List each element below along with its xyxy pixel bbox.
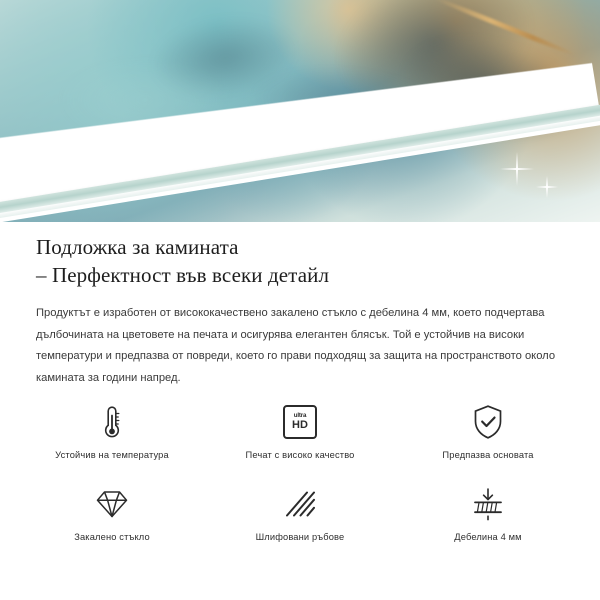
headline-line-2: – Перфектност във всеки детайл — [36, 262, 330, 287]
feature-thickness — [394, 482, 582, 564]
diamond-icon — [94, 482, 130, 526]
feature-tempered-glass — [18, 482, 206, 564]
polished-edges-icon — [283, 482, 317, 526]
feature-label: Шлифовани ръбове — [255, 532, 345, 542]
feature-label: Закалено стъкло — [74, 532, 150, 542]
headline-line-1: Подложка за камината — [36, 235, 239, 259]
shield-check-icon — [471, 400, 505, 444]
feature-label: Дебелина 4 мм — [454, 532, 522, 542]
ultra-hd-badge-top: ultra — [293, 411, 307, 419]
hero-product-image — [0, 0, 600, 222]
feature-label: Печат с високо качество — [245, 450, 355, 460]
feature-label: Устойчив на температура — [55, 450, 169, 460]
ultra-hd-icon — [283, 400, 317, 444]
feature-label: Предпазва основата — [442, 450, 534, 460]
feature-grid — [0, 400, 600, 564]
feature-polished-edges — [206, 482, 394, 564]
text-content — [0, 222, 600, 389]
thermometer-icon — [100, 400, 124, 444]
thickness-icon — [471, 482, 505, 526]
description-paragraph: Продуктът е изработен от висококачествено закалено стъкло с дебелина 4 мм, което подчертава дълбочината на цветовете на печата и осигурява елегантен блясък. Той е устойчив на високи температури и предпазва от повреди, което го прави подходящ за защита на пространството около камината за години напред. — [36, 307, 556, 384]
ultra-hd-badge-bottom: HD — [292, 419, 308, 432]
feature-temperature-resistant — [18, 400, 206, 482]
feature-protects-surface — [394, 400, 582, 482]
feature-print-quality — [206, 400, 394, 482]
page-title — [0, 222, 600, 289]
